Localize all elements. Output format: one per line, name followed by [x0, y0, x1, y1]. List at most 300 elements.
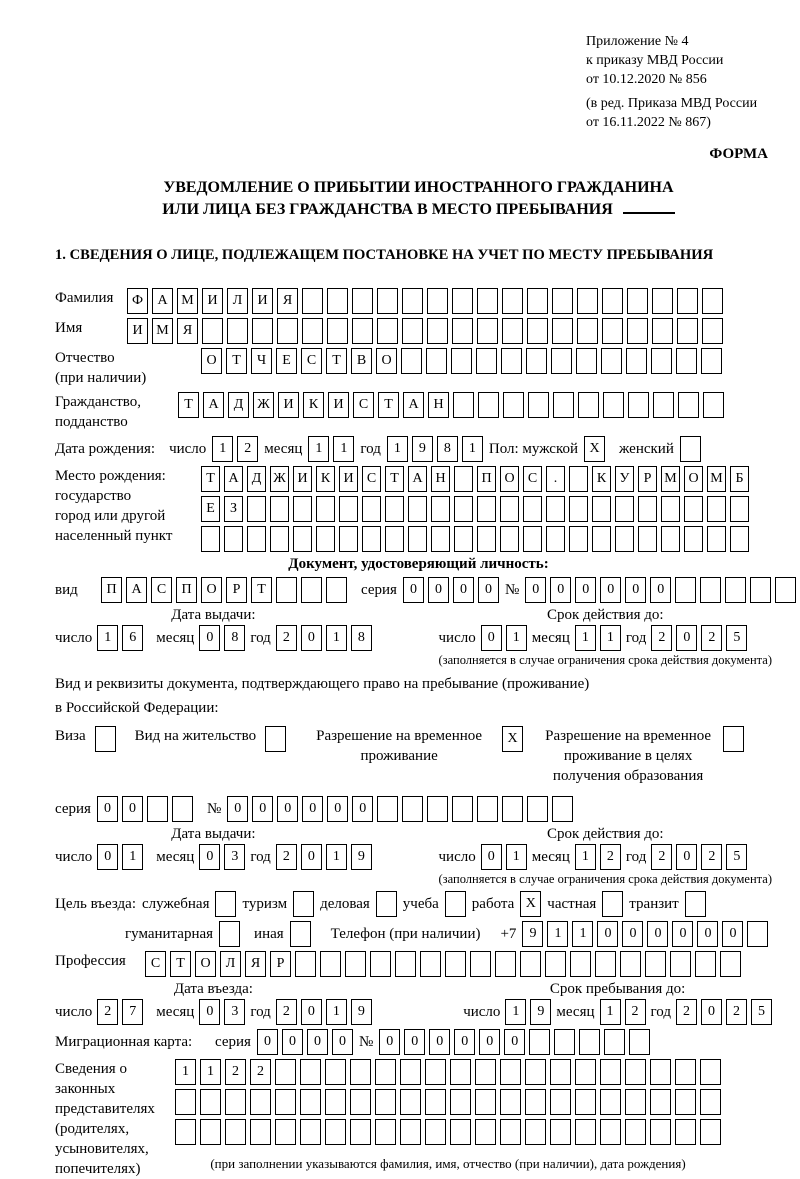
form-cell[interactable]: 0: [625, 577, 646, 603]
form-cell[interactable]: [602, 318, 623, 344]
form-cell[interactable]: М: [661, 466, 680, 492]
form-cell[interactable]: [650, 1089, 671, 1115]
form-cell[interactable]: [325, 1089, 346, 1115]
form-cell[interactable]: [320, 951, 341, 977]
form-cell[interactable]: 0: [600, 577, 621, 603]
form-cell[interactable]: П: [101, 577, 122, 603]
form-cell[interactable]: [200, 1119, 221, 1145]
form-cell[interactable]: 9: [522, 921, 543, 947]
form-cell[interactable]: [577, 318, 598, 344]
form-cell[interactable]: А: [126, 577, 147, 603]
form-cell[interactable]: [730, 526, 749, 552]
form-cell[interactable]: 0: [301, 999, 322, 1025]
form-cell[interactable]: [425, 1119, 446, 1145]
form-cell[interactable]: [293, 526, 312, 552]
form-cell[interactable]: Е: [276, 348, 297, 374]
form-cell[interactable]: [569, 496, 588, 522]
form-cell[interactable]: [500, 496, 519, 522]
form-cell[interactable]: [452, 288, 473, 314]
form-cell[interactable]: [546, 526, 565, 552]
form-cell[interactable]: [500, 526, 519, 552]
form-cell[interactable]: [554, 1029, 575, 1055]
form-cell[interactable]: Ф: [127, 288, 148, 314]
form-cell[interactable]: [219, 921, 240, 947]
form-cell[interactable]: [477, 288, 498, 314]
form-cell[interactable]: 2: [651, 844, 672, 870]
form-cell[interactable]: Д: [247, 466, 266, 492]
form-cell[interactable]: 0: [307, 1029, 328, 1055]
form-cell[interactable]: [552, 318, 573, 344]
form-cell[interactable]: [529, 1029, 550, 1055]
form-cell[interactable]: [427, 318, 448, 344]
form-cell[interactable]: [252, 318, 273, 344]
form-cell[interactable]: [650, 1119, 671, 1145]
form-cell[interactable]: [316, 496, 335, 522]
form-cell[interactable]: 2: [651, 625, 672, 651]
form-cell[interactable]: 7: [122, 999, 143, 1025]
form-cell[interactable]: 3: [224, 999, 245, 1025]
form-cell[interactable]: 5: [726, 625, 747, 651]
form-cell[interactable]: 8: [224, 625, 245, 651]
form-cell[interactable]: [602, 288, 623, 314]
form-cell[interactable]: 0: [481, 844, 502, 870]
form-cell[interactable]: [431, 496, 450, 522]
form-cell[interactable]: В: [351, 348, 372, 374]
form-cell[interactable]: [695, 951, 716, 977]
form-cell[interactable]: [525, 1059, 546, 1085]
form-cell[interactable]: [645, 951, 666, 977]
form-cell[interactable]: [677, 288, 698, 314]
form-cell[interactable]: [225, 1089, 246, 1115]
form-cell[interactable]: 0: [403, 577, 424, 603]
form-cell[interactable]: [175, 1119, 196, 1145]
form-cell[interactable]: 0: [550, 577, 571, 603]
form-cell[interactable]: [600, 1059, 621, 1085]
form-cell[interactable]: [300, 1119, 321, 1145]
form-cell[interactable]: 0: [697, 921, 718, 947]
form-cell[interactable]: [501, 348, 522, 374]
form-cell[interactable]: 0: [257, 1029, 278, 1055]
form-cell[interactable]: X: [502, 726, 523, 752]
form-cell[interactable]: [661, 526, 680, 552]
form-cell[interactable]: 0: [676, 844, 697, 870]
form-cell[interactable]: [502, 318, 523, 344]
form-cell[interactable]: 1: [200, 1059, 221, 1085]
form-cell[interactable]: 0: [122, 796, 143, 822]
form-cell[interactable]: 0: [97, 844, 118, 870]
form-cell[interactable]: 5: [726, 844, 747, 870]
form-cell[interactable]: 1: [575, 625, 596, 651]
form-cell[interactable]: Т: [326, 348, 347, 374]
form-cell[interactable]: [350, 1059, 371, 1085]
form-cell[interactable]: [775, 577, 796, 603]
form-cell[interactable]: [595, 951, 616, 977]
form-cell[interactable]: 2: [276, 625, 297, 651]
form-cell[interactable]: [215, 891, 236, 917]
form-cell[interactable]: 0: [327, 796, 348, 822]
form-cell[interactable]: 0: [647, 921, 668, 947]
form-cell[interactable]: [427, 288, 448, 314]
form-cell[interactable]: И: [339, 466, 358, 492]
form-cell[interactable]: [385, 526, 404, 552]
form-cell[interactable]: [575, 1089, 596, 1115]
form-cell[interactable]: [576, 348, 597, 374]
form-cell[interactable]: [700, 577, 721, 603]
form-cell[interactable]: [579, 1029, 600, 1055]
form-cell[interactable]: [720, 951, 741, 977]
form-cell[interactable]: [450, 1119, 471, 1145]
form-cell[interactable]: М: [177, 288, 198, 314]
form-cell[interactable]: [569, 526, 588, 552]
form-cell[interactable]: [678, 392, 699, 418]
form-cell[interactable]: [270, 496, 289, 522]
form-cell[interactable]: [527, 318, 548, 344]
form-cell[interactable]: 0: [504, 1029, 525, 1055]
form-cell[interactable]: 1: [326, 625, 347, 651]
form-cell[interactable]: 0: [301, 625, 322, 651]
form-cell[interactable]: [345, 951, 366, 977]
form-cell[interactable]: 2: [225, 1059, 246, 1085]
form-cell[interactable]: [625, 1089, 646, 1115]
form-cell[interactable]: [500, 1059, 521, 1085]
form-cell[interactable]: [339, 526, 358, 552]
form-cell[interactable]: [325, 1059, 346, 1085]
form-cell[interactable]: Я: [245, 951, 266, 977]
form-cell[interactable]: 0: [722, 921, 743, 947]
form-cell[interactable]: [201, 526, 220, 552]
form-cell[interactable]: [477, 496, 496, 522]
form-cell[interactable]: 0: [302, 796, 323, 822]
form-cell[interactable]: [600, 1089, 621, 1115]
form-cell[interactable]: [550, 1059, 571, 1085]
form-cell[interactable]: 1: [600, 625, 621, 651]
form-cell[interactable]: [172, 796, 193, 822]
form-cell[interactable]: 0: [479, 1029, 500, 1055]
form-cell[interactable]: [527, 288, 548, 314]
form-cell[interactable]: Ч: [251, 348, 272, 374]
form-cell[interactable]: [477, 318, 498, 344]
form-cell[interactable]: [551, 348, 572, 374]
form-cell[interactable]: [175, 1089, 196, 1115]
form-cell[interactable]: 1: [326, 844, 347, 870]
form-cell[interactable]: X: [520, 891, 541, 917]
form-cell[interactable]: А: [203, 392, 224, 418]
form-cell[interactable]: 0: [379, 1029, 400, 1055]
form-cell[interactable]: А: [224, 466, 243, 492]
form-cell[interactable]: [402, 796, 423, 822]
form-cell[interactable]: [675, 1089, 696, 1115]
form-cell[interactable]: Л: [220, 951, 241, 977]
form-cell[interactable]: [470, 951, 491, 977]
form-cell[interactable]: [553, 392, 574, 418]
form-cell[interactable]: С: [523, 466, 542, 492]
form-cell[interactable]: Р: [270, 951, 291, 977]
form-cell[interactable]: [525, 1089, 546, 1115]
form-cell[interactable]: [625, 1119, 646, 1145]
form-cell[interactable]: [250, 1089, 271, 1115]
form-cell[interactable]: [569, 466, 588, 492]
form-cell[interactable]: 9: [530, 999, 551, 1025]
form-cell[interactable]: 0: [622, 921, 643, 947]
form-cell[interactable]: И: [252, 288, 273, 314]
form-cell[interactable]: 1: [547, 921, 568, 947]
form-cell[interactable]: [629, 1029, 650, 1055]
form-cell[interactable]: [202, 318, 223, 344]
form-cell[interactable]: [402, 288, 423, 314]
form-cell[interactable]: [500, 1089, 521, 1115]
form-cell[interactable]: [702, 288, 723, 314]
form-cell[interactable]: 3: [224, 844, 245, 870]
form-cell[interactable]: О: [684, 466, 703, 492]
form-cell[interactable]: О: [500, 466, 519, 492]
form-cell[interactable]: [478, 392, 499, 418]
form-cell[interactable]: [376, 891, 397, 917]
form-cell[interactable]: [316, 526, 335, 552]
form-cell[interactable]: [652, 288, 673, 314]
form-cell[interactable]: И: [328, 392, 349, 418]
form-cell[interactable]: 0: [97, 796, 118, 822]
form-cell[interactable]: [400, 1089, 421, 1115]
form-cell[interactable]: [224, 526, 243, 552]
form-cell[interactable]: А: [408, 466, 427, 492]
form-cell[interactable]: М: [707, 466, 726, 492]
form-cell[interactable]: 2: [701, 844, 722, 870]
form-cell[interactable]: [600, 1119, 621, 1145]
form-cell[interactable]: [652, 318, 673, 344]
form-cell[interactable]: [503, 392, 524, 418]
form-cell[interactable]: [651, 348, 672, 374]
form-cell[interactable]: [302, 318, 323, 344]
form-cell[interactable]: [377, 796, 398, 822]
form-cell[interactable]: [592, 526, 611, 552]
form-cell[interactable]: Р: [226, 577, 247, 603]
form-cell[interactable]: К: [303, 392, 324, 418]
form-cell[interactable]: [377, 288, 398, 314]
form-cell[interactable]: 1: [462, 436, 483, 462]
form-cell[interactable]: Л: [227, 288, 248, 314]
form-cell[interactable]: 0: [227, 796, 248, 822]
form-cell[interactable]: 0: [650, 577, 671, 603]
form-cell[interactable]: [661, 496, 680, 522]
form-cell[interactable]: [362, 496, 381, 522]
form-cell[interactable]: [552, 796, 573, 822]
form-cell[interactable]: 0: [352, 796, 373, 822]
form-cell[interactable]: [445, 951, 466, 977]
form-cell[interactable]: 0: [597, 921, 618, 947]
form-cell[interactable]: [350, 1119, 371, 1145]
form-cell[interactable]: [675, 577, 696, 603]
form-cell[interactable]: 1: [212, 436, 233, 462]
form-cell[interactable]: 0: [404, 1029, 425, 1055]
form-cell[interactable]: [625, 1059, 646, 1085]
form-cell[interactable]: Я: [177, 318, 198, 344]
form-cell[interactable]: О: [201, 577, 222, 603]
form-cell[interactable]: Б: [730, 466, 749, 492]
form-cell[interactable]: 1: [326, 999, 347, 1025]
form-cell[interactable]: И: [127, 318, 148, 344]
form-cell[interactable]: [528, 392, 549, 418]
form-cell[interactable]: 1: [308, 436, 329, 462]
form-cell[interactable]: Я: [277, 288, 298, 314]
form-cell[interactable]: [707, 526, 726, 552]
form-cell[interactable]: [375, 1059, 396, 1085]
form-cell[interactable]: 1: [175, 1059, 196, 1085]
form-cell[interactable]: [225, 1119, 246, 1145]
form-cell[interactable]: [400, 1119, 421, 1145]
form-cell[interactable]: [523, 496, 542, 522]
form-cell[interactable]: [700, 1059, 721, 1085]
form-cell[interactable]: 1: [333, 436, 354, 462]
form-cell[interactable]: [247, 526, 266, 552]
form-cell[interactable]: [385, 496, 404, 522]
form-cell[interactable]: 0: [701, 999, 722, 1025]
form-cell[interactable]: [377, 318, 398, 344]
form-cell[interactable]: 0: [429, 1029, 450, 1055]
form-cell[interactable]: А: [152, 288, 173, 314]
form-cell[interactable]: 1: [506, 844, 527, 870]
form-cell[interactable]: П: [477, 466, 496, 492]
form-cell[interactable]: И: [293, 466, 312, 492]
form-cell[interactable]: [370, 951, 391, 977]
form-cell[interactable]: [276, 577, 297, 603]
form-cell[interactable]: [375, 1089, 396, 1115]
form-cell[interactable]: Т: [251, 577, 272, 603]
form-cell[interactable]: [677, 318, 698, 344]
form-cell[interactable]: [339, 496, 358, 522]
form-cell[interactable]: [523, 526, 542, 552]
form-cell[interactable]: [408, 496, 427, 522]
form-cell[interactable]: 5: [751, 999, 772, 1025]
form-cell[interactable]: [615, 496, 634, 522]
form-cell[interactable]: А: [403, 392, 424, 418]
form-cell[interactable]: [730, 496, 749, 522]
form-cell[interactable]: [628, 392, 649, 418]
form-cell[interactable]: 0: [672, 921, 693, 947]
form-cell[interactable]: 1: [387, 436, 408, 462]
form-cell[interactable]: 2: [250, 1059, 271, 1085]
form-cell[interactable]: Т: [385, 466, 404, 492]
form-cell[interactable]: Ж: [270, 466, 289, 492]
form-cell[interactable]: [747, 921, 768, 947]
form-cell[interactable]: [626, 348, 647, 374]
form-cell[interactable]: [701, 348, 722, 374]
form-cell[interactable]: 2: [237, 436, 258, 462]
form-cell[interactable]: К: [316, 466, 335, 492]
form-cell[interactable]: [676, 348, 697, 374]
form-cell[interactable]: [247, 496, 266, 522]
form-cell[interactable]: 1: [97, 625, 118, 651]
form-cell[interactable]: [675, 1059, 696, 1085]
form-cell[interactable]: Т: [178, 392, 199, 418]
form-cell[interactable]: 0: [277, 796, 298, 822]
form-cell[interactable]: [546, 496, 565, 522]
form-cell[interactable]: [495, 951, 516, 977]
form-cell[interactable]: [454, 496, 473, 522]
form-cell[interactable]: [453, 392, 474, 418]
form-cell[interactable]: [615, 526, 634, 552]
form-cell[interactable]: [685, 891, 706, 917]
form-cell[interactable]: [477, 526, 496, 552]
form-cell[interactable]: С: [151, 577, 172, 603]
form-cell[interactable]: [520, 951, 541, 977]
form-cell[interactable]: [270, 526, 289, 552]
form-cell[interactable]: [427, 796, 448, 822]
form-cell[interactable]: [526, 348, 547, 374]
form-cell[interactable]: [575, 1059, 596, 1085]
form-cell[interactable]: [475, 1119, 496, 1145]
form-cell[interactable]: [350, 1089, 371, 1115]
form-cell[interactable]: X: [584, 436, 605, 462]
form-cell[interactable]: [400, 1059, 421, 1085]
form-cell[interactable]: 2: [97, 999, 118, 1025]
form-cell[interactable]: [725, 577, 746, 603]
form-cell[interactable]: [620, 951, 641, 977]
form-cell[interactable]: [700, 1089, 721, 1115]
form-cell[interactable]: [250, 1119, 271, 1145]
form-cell[interactable]: Ж: [253, 392, 274, 418]
form-cell[interactable]: [277, 318, 298, 344]
form-cell[interactable]: 9: [351, 844, 372, 870]
form-cell[interactable]: [675, 1119, 696, 1145]
form-cell[interactable]: [700, 1119, 721, 1145]
form-cell[interactable]: [290, 921, 311, 947]
form-cell[interactable]: Т: [226, 348, 247, 374]
form-cell[interactable]: [603, 392, 624, 418]
form-cell[interactable]: [638, 496, 657, 522]
form-cell[interactable]: 2: [676, 999, 697, 1025]
form-cell[interactable]: [227, 318, 248, 344]
form-cell[interactable]: [684, 496, 703, 522]
form-cell[interactable]: [95, 726, 116, 752]
form-cell[interactable]: 9: [351, 999, 372, 1025]
form-cell[interactable]: 1: [600, 999, 621, 1025]
form-cell[interactable]: [680, 436, 701, 462]
form-cell[interactable]: [275, 1059, 296, 1085]
form-cell[interactable]: [454, 466, 473, 492]
form-cell[interactable]: 0: [575, 577, 596, 603]
form-cell[interactable]: 0: [252, 796, 273, 822]
form-cell[interactable]: [477, 796, 498, 822]
form-cell[interactable]: [302, 288, 323, 314]
form-cell[interactable]: [723, 726, 744, 752]
form-cell[interactable]: [601, 348, 622, 374]
form-cell[interactable]: [450, 1059, 471, 1085]
form-cell[interactable]: 1: [506, 625, 527, 651]
form-cell[interactable]: 0: [525, 577, 546, 603]
form-cell[interactable]: 2: [726, 999, 747, 1025]
form-cell[interactable]: [265, 726, 286, 752]
form-cell[interactable]: И: [278, 392, 299, 418]
form-cell[interactable]: 8: [351, 625, 372, 651]
form-cell[interactable]: 1: [572, 921, 593, 947]
form-cell[interactable]: С: [145, 951, 166, 977]
form-cell[interactable]: М: [152, 318, 173, 344]
form-cell[interactable]: 6: [122, 625, 143, 651]
form-cell[interactable]: [352, 318, 373, 344]
form-cell[interactable]: 2: [276, 844, 297, 870]
form-cell[interactable]: [502, 288, 523, 314]
form-cell[interactable]: 1: [575, 844, 596, 870]
form-cell[interactable]: [550, 1119, 571, 1145]
form-cell[interactable]: 0: [481, 625, 502, 651]
form-cell[interactable]: К: [592, 466, 611, 492]
form-cell[interactable]: Д: [228, 392, 249, 418]
form-cell[interactable]: 2: [276, 999, 297, 1025]
form-cell[interactable]: [402, 318, 423, 344]
form-cell[interactable]: [327, 318, 348, 344]
form-cell[interactable]: [578, 392, 599, 418]
form-cell[interactable]: 2: [701, 625, 722, 651]
